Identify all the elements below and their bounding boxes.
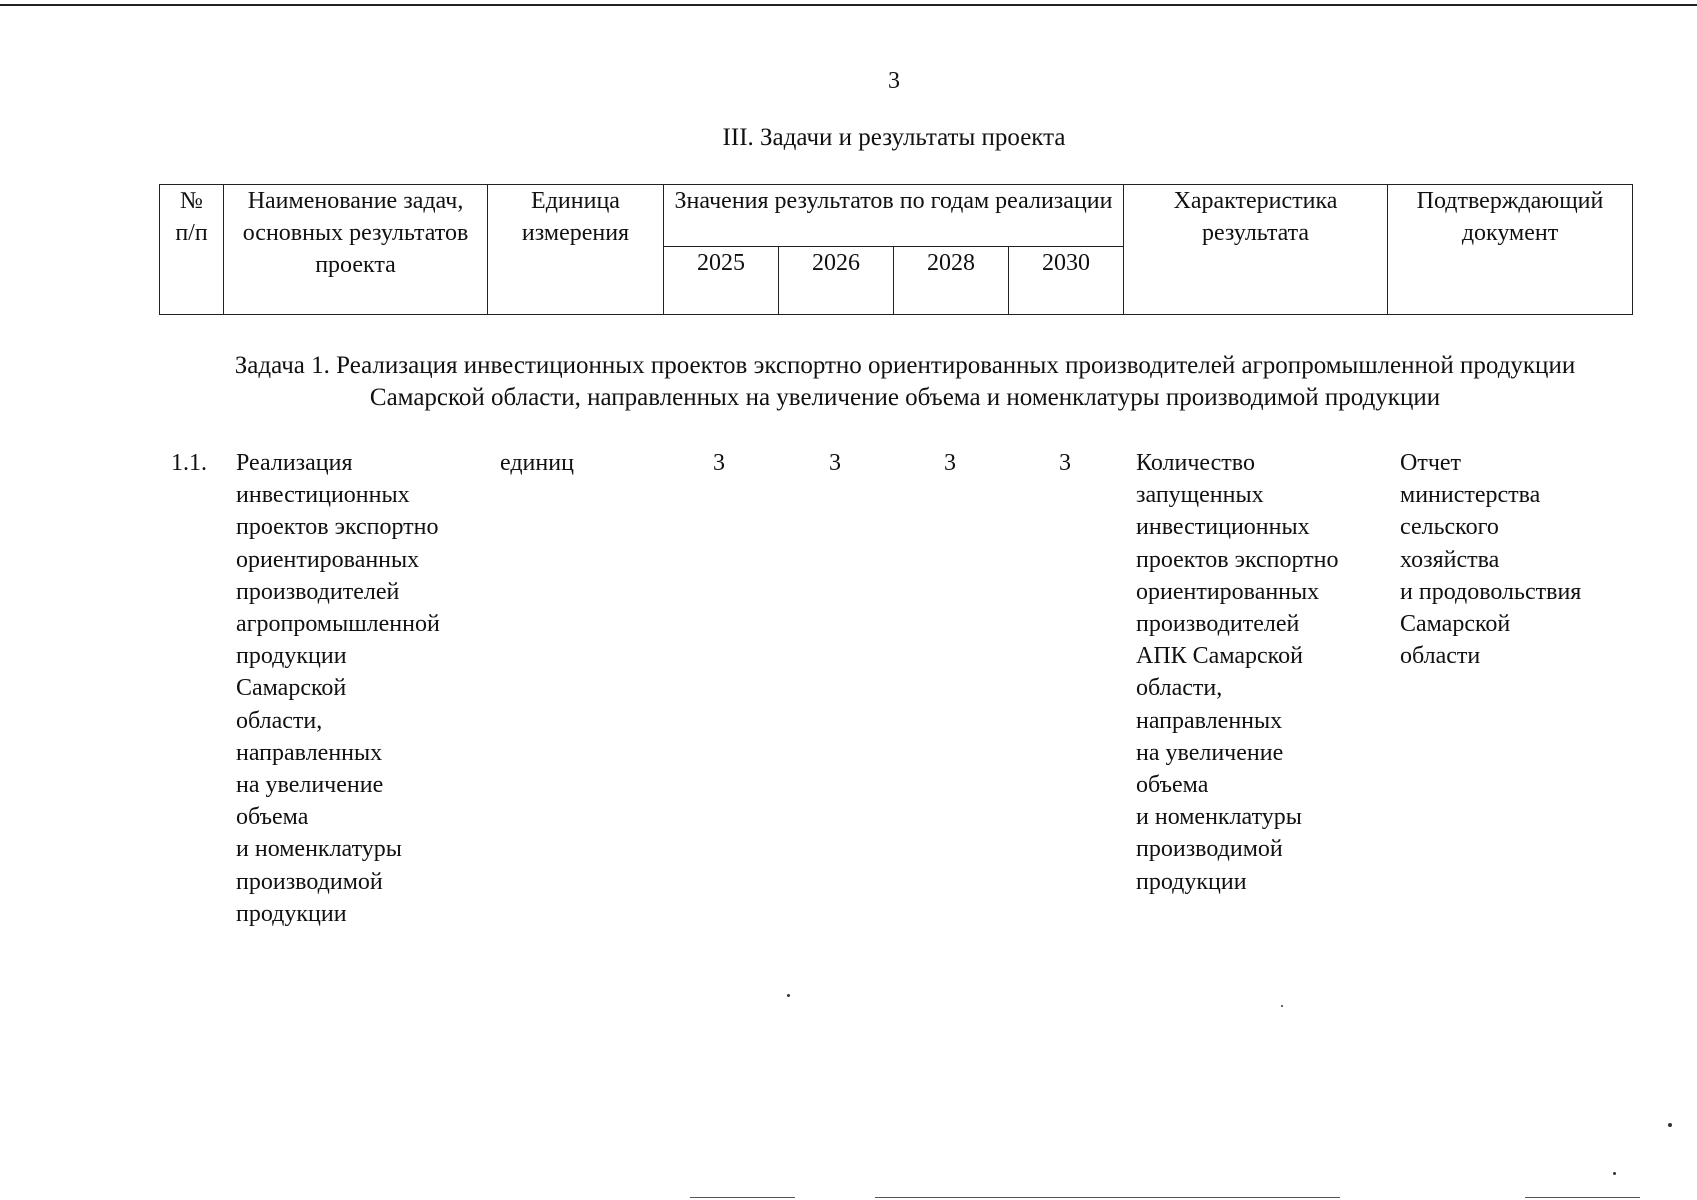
row-value-2030: 3 (1059, 450, 1071, 476)
scan-speck (1281, 1005, 1283, 1007)
header-year: 2025 (664, 247, 779, 315)
top-border-line (0, 4, 1697, 6)
header-year: 2030 (1009, 247, 1124, 315)
row-characteristic: Количество запущенных инвестиционных проектов экспортно ориентированных производителей АПК Самарской области, направленных на увеличение объема и номенклатуры производимой продукции (1136, 450, 1339, 895)
row-value-2026: 3 (829, 450, 841, 476)
header-unit: Единица измерения (488, 185, 664, 315)
row-unit: единиц (500, 450, 574, 476)
table-header (159, 184, 1633, 315)
row-value-2025: 3 (713, 450, 725, 476)
row-number: 1.1. (171, 450, 207, 476)
scan-speck (1613, 1172, 1616, 1175)
scan-line (690, 1197, 795, 1198)
row-value-2028: 3 (944, 450, 956, 476)
row-document: Отчет министерства сельского хозяйства и продовольствия Самарской области (1400, 450, 1582, 670)
header-values-group: Значения результатов по годам реализации (664, 185, 1124, 247)
header-year: 2028 (894, 247, 1009, 315)
task-title: Задача 1. Реализация инвестиционных проектов экспортно ориентированных производителей агропромышленной продукции Самарской области, направленных на увеличение объема и номенклатуры производимой продукции (234, 352, 1576, 411)
header-name: Наименование задач, основных результатов проекта (224, 185, 488, 315)
header-year: 2026 (779, 247, 894, 315)
header-document: Подтверждающий документ (1388, 185, 1633, 315)
header-characteristic: Характеристика результата (1124, 185, 1388, 315)
scan-line (875, 1197, 1340, 1198)
scan-line (1525, 1197, 1640, 1198)
row-name: Реализация инвестиционных проектов экспортно ориентированных производителей агропромышленной продукции Самарской области, направленных на увеличение объема и номенклатуры производимой продукции (236, 450, 440, 927)
header-number: № п/п (160, 185, 224, 315)
page-number: 3 (888, 68, 900, 94)
scan-speck (787, 994, 790, 997)
scan-speck (1668, 1123, 1672, 1127)
section-title: III. Задачи и результаты проекта (722, 124, 1066, 151)
